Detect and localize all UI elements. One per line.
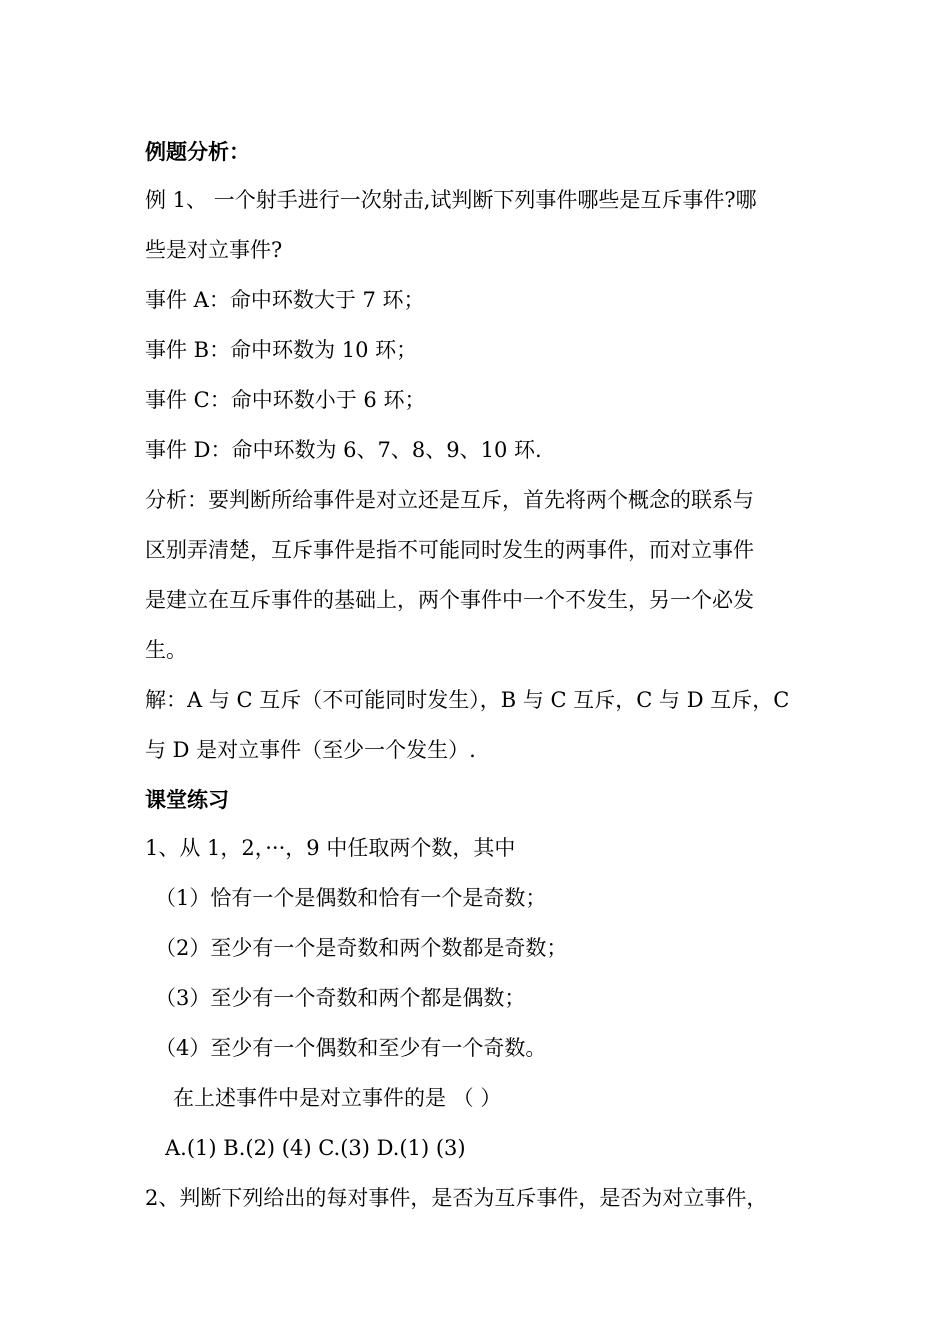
example1-line2: 些是对立事件? — [145, 238, 283, 262]
question1-option1: （1）恰有一个是偶数和恰有一个是奇数； — [155, 886, 547, 910]
solution-line2: 与 D 是对立事件（至少一个发生）. — [145, 738, 476, 762]
analysis-line1: 分析：要判断所给事件是对立还是互斥，首先将两个概念的联系与 — [145, 488, 754, 512]
question1-option3: （3）至少有一个奇数和两个都是偶数； — [155, 986, 526, 1010]
analysis-line2: 区别弄清楚，互斥事件是指不可能同时发生的两事件，而对立事件 — [145, 538, 754, 562]
solution-line1: 解：A 与 C 互斥（不可能同时发生），B 与 C 互斥，C 与 D 互斥，C — [145, 688, 790, 712]
question2-stem: 2、判断下列给出的每对事件，是否为互斥事件，是否为对立事件， — [145, 1186, 768, 1210]
event-d: 事件 D：命中环数为 6、7、8、9、10 环. — [145, 438, 542, 462]
event-b: 事件 B：命中环数为 10 环； — [145, 338, 418, 362]
event-a: 事件 A：命中环数大于 7 环； — [145, 288, 425, 312]
question1-choices: A.(1) B.(2) (4) C.(3) D.(1) (3) — [165, 1136, 466, 1160]
event-c: 事件 C：命中环数小于 6 环； — [145, 388, 426, 412]
question1-option4: （4）至少有一个偶数和至少有一个奇数。 — [155, 1036, 547, 1060]
question1-stem: 1、从 1，2，···，9 中任取两个数，其中 — [145, 836, 516, 860]
analysis-line3: 是建立在互斥事件的基础上，两个事件中一个不发生，另一个必发 — [145, 588, 754, 612]
question1-option2: （2）至少有一个是奇数和两个数都是奇数； — [155, 936, 568, 960]
heading-practice: 课堂练习 — [145, 788, 229, 812]
heading-examples: 例题分析： — [145, 140, 250, 164]
analysis-line4: 生。 — [145, 638, 187, 662]
question1-prompt: 在上述事件中是对立事件的是 （ ） — [173, 1086, 502, 1110]
example1-line1: 例 1、 一个射手进行一次射击,试判断下列事件哪些是互斥事件?哪 — [145, 188, 757, 212]
